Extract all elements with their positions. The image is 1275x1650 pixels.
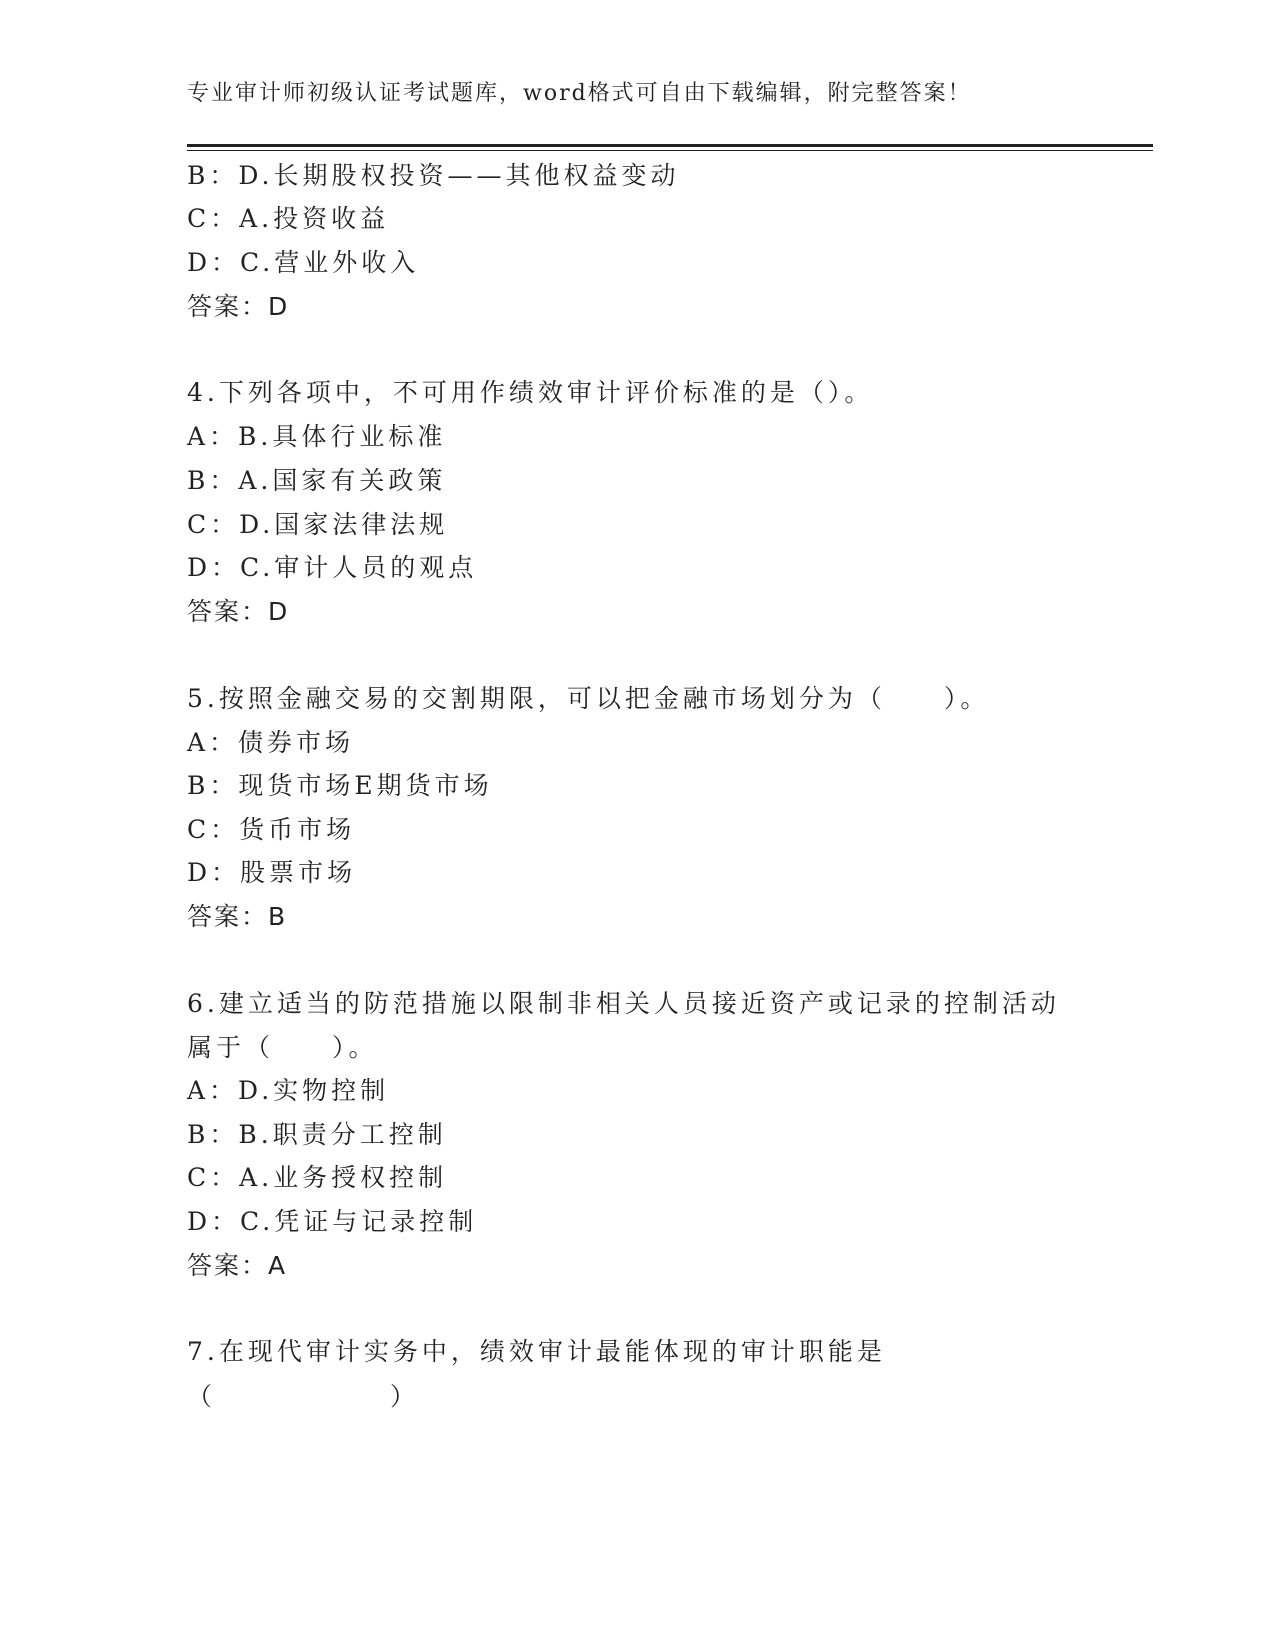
q5-option-b: B：现货市场E期货市场 xyxy=(187,771,493,800)
q4-option-a: A：B.具体行业标准 xyxy=(187,422,447,451)
q6-option-b: B：B.职责分工控制 xyxy=(187,1120,447,1149)
q6-answer: 答案：A xyxy=(187,1251,288,1280)
q5-answer: 答案：B xyxy=(187,902,288,931)
q4-option-b: B：A.国家有关政策 xyxy=(187,466,447,495)
q5-option-a: A：债券市场 xyxy=(187,728,355,757)
q6-option-d: D：C.凭证与记录控制 xyxy=(187,1207,478,1236)
q6-question-line2: 属于（ ）。 xyxy=(187,1033,378,1062)
q3-option-d: D：C.营业外收入 xyxy=(187,248,420,277)
q5-question: 5.按照金融交易的交割期限，可以把金融市场划分为（ ）。 xyxy=(187,684,990,713)
q6-option-a: A：D.实物控制 xyxy=(187,1076,390,1105)
q4-answer: 答案：D xyxy=(187,597,290,626)
q5-option-d: D：股票市场 xyxy=(187,858,357,887)
q4-option-c: C：D.国家法律法规 xyxy=(187,510,449,539)
q7-question-line1: 7.在现代审计实务中，绩效审计最能体现的审计职能是 xyxy=(187,1337,886,1366)
q6-option-c: C：A.业务授权控制 xyxy=(187,1163,448,1192)
header-rule-thick xyxy=(187,144,1153,147)
q3-option-b: B：D.长期股权投资——其他权益变动 xyxy=(187,161,680,190)
q7-question-line2: （ ） xyxy=(187,1382,420,1411)
header-rule-thin xyxy=(187,150,1153,151)
q4-option-d: D：C.审计人员的观点 xyxy=(187,553,478,582)
q6-question-line1: 6.建立适当的防范措施以限制非相关人员接近资产或记录的控制活动 xyxy=(187,989,1060,1018)
q3-answer: 答案：D xyxy=(187,292,290,321)
page-header: 专业审计师初级认证考试题库，word格式可自由下载编辑，附完整答案！ xyxy=(187,81,972,106)
q5-option-c: C：货币市场 xyxy=(187,815,356,844)
q3-option-c: C：A.投资收益 xyxy=(187,204,390,233)
q4-question: 4.下列各项中，不可用作绩效审计评价标准的是（）。 xyxy=(187,378,874,407)
